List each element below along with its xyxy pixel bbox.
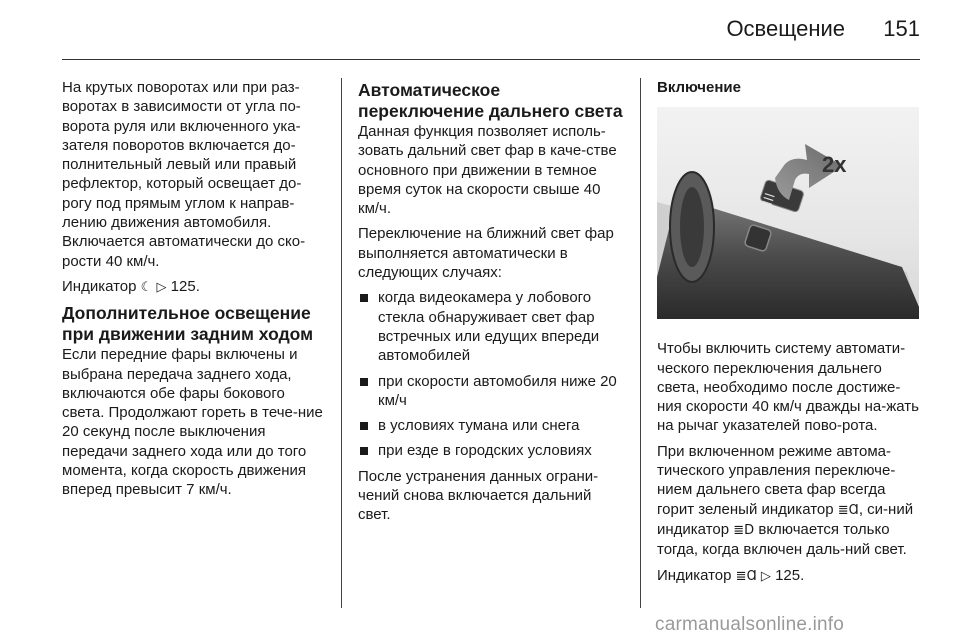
column-divider-2 — [640, 78, 641, 608]
high-beam-icon: ≣D — [733, 522, 755, 538]
page-reference-icon: ▷ — [156, 279, 167, 295]
section-heading-auto-high-beam: Автоматическое переключение дальнего света — [358, 80, 623, 121]
turn-signal-stalk-icon — [657, 107, 919, 319]
indicator-label: Индикатор — [62, 277, 137, 295]
page-header — [0, 0, 960, 60]
paragraph-low-beam-conditions: Переключение на ближний свет фар выполняется автоматически в следующих случаях: — [358, 225, 614, 282]
watermark: carmanualsonline.info — [655, 614, 845, 635]
section-heading-reverse-lighting: Дополнительное освещение при движении задним ходом — [62, 303, 314, 345]
indicator-page-ref[interactable]: 125. — [775, 566, 805, 584]
auto-high-beam-icon: ≣Ɑ — [837, 502, 859, 518]
column-divider-1 — [341, 78, 342, 608]
page-title: Освещение — [726, 16, 845, 41]
column-3 — [657, 78, 921, 592]
bullet-icon — [360, 422, 368, 430]
list-item: когда видеокамера у лобового стекла обнаруживает свет фар встречных или едущих впереди автомобилей — [358, 288, 624, 365]
column-2 — [358, 78, 624, 531]
paragraph-indicators: При включенном режиме автома-тического управления переключе-нием дальнего света фар всегда горит зеленый индикатор ≣Ɑ, си-ний индикатор ≣D включается только тогда, когда включен даль-ний свет. — [657, 442, 914, 559]
paragraph-cornering-light: На крутых поворотах или при раз-воротах в зависимости от угла по-ворота руля или включенного ука-зателя поворотов включается до-полнительный левый или правый рефлектор, который освещает до-рогу под прямым углом к направ-лению движения автомобиля. Включается автоматически до ско-рости 40 км/ч. — [62, 79, 306, 270]
stalk-illustration — [657, 107, 919, 319]
press-count-label: 2x — [822, 152, 847, 178]
paragraph-reverse-lighting: Если передние фары включены и выбрана передача заднего хода, включаются обе фары бокового света. Продолжают гореть в тече-ние 20 секунд после выключения передачи заднего хода или до того момента, когда скорость движения вперед превысит 7 км/ч. — [62, 346, 323, 499]
column-1 — [62, 78, 324, 506]
bullet-icon — [360, 294, 368, 302]
conditions-list — [358, 288, 624, 460]
bullet-icon — [360, 447, 368, 455]
page-number: 151 — [883, 16, 920, 41]
auto-high-beam-icon: ≣Ɑ — [735, 568, 757, 584]
list-item: в условиях тумана или снега — [358, 416, 624, 435]
indicator-page-ref[interactable]: 125. — [170, 277, 200, 295]
section-heading-activation: Включение — [657, 79, 741, 96]
page-reference-icon: ▷ — [760, 568, 771, 584]
header-divider — [62, 59, 920, 60]
indicator-line — [657, 566, 921, 586]
indicator-line — [62, 277, 324, 297]
light-indicator-icon: ☾ — [140, 279, 153, 295]
paragraph-activation-steps: Чтобы включить систему автомати-ческого переключения дальнего света, необходимо после достиже-ния скорости 40 км/ч дважды на-жать на рычаг указателей пово-рота. — [657, 340, 919, 435]
paragraph-restore-high-beam: После устранения данных ограни-чений снова включается дальний свет. — [358, 467, 599, 524]
indicator-label: Индикатор — [657, 566, 732, 584]
paragraph-auto-high-beam-intro: Данная функция позволяет исполь-зовать дальний свет фар в каче-стве основного при движении в темное время суток на скорости свыше 40 км/ч. — [358, 123, 617, 218]
bullet-icon — [360, 378, 368, 386]
list-item: при езде в городских условиях — [358, 441, 624, 460]
list-item: при скорости автомобиля ниже 20 км/ч — [358, 372, 624, 411]
